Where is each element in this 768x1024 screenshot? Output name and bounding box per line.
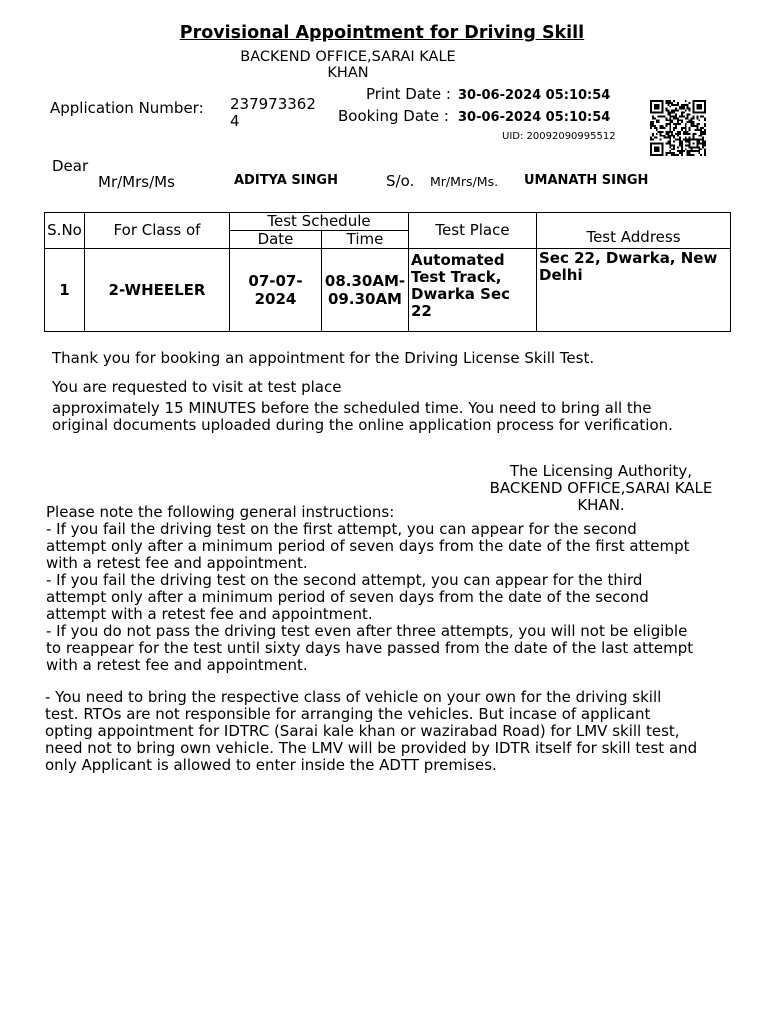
cell-sno: 1 xyxy=(45,249,85,332)
cell-class: 2-WHEELER xyxy=(85,249,230,332)
cell-place: Automated Test Track, Dwarka Sec 22 xyxy=(409,249,537,332)
header-test-place: Test Place xyxy=(409,213,537,249)
application-number-label: Application Number: xyxy=(50,99,204,117)
vehicle-note: - You need to bring the respective class of vehicle on your own for the driving skill test. RTOs are not responsible for arranging the vehicles. But incase of applicant opting appointment for IDTRC (Sarai kale khan or wazirabad Road) for LMV skill test, need not to bring own vehicle. The LMV will be provided by IDTR itself for skill test and only Applicant is allowed to enter inside the ADTT premises. xyxy=(45,688,698,774)
print-date-value: 30-06-2024 05:10:54 xyxy=(458,88,611,103)
header-date: Date xyxy=(230,231,322,249)
header-class: For Class of xyxy=(85,213,230,249)
office-header xyxy=(228,49,468,81)
authority-line-3: KHAN. xyxy=(577,496,625,514)
table-row xyxy=(45,249,731,332)
cell-address: Sec 22, Dwarka, New Delhi xyxy=(537,249,731,332)
uid-text: UID: 20092090995512 xyxy=(502,131,616,142)
salutation-label: Mr/Mrs/Ms xyxy=(98,173,175,191)
table-header-row xyxy=(45,213,731,231)
instruction-item-2: - If you fail the driving test on the second attempt, you can appear for the third attempt only after a minimum period of seven days from the date of the second attempt with a retest fee and appointment. xyxy=(46,571,649,623)
instructions-heading: Please note the following general instructions: xyxy=(46,503,395,521)
visit-text-1: You are requested to visit at test place xyxy=(52,378,342,396)
son-of-label: S/o. xyxy=(386,172,415,190)
office-line-2: KHAN xyxy=(327,65,369,81)
application-number-line-1: 237973362 xyxy=(230,95,316,113)
booking-date-value: 30-06-2024 05:10:54 xyxy=(458,110,611,125)
header-time: Time xyxy=(322,231,409,249)
print-date-label: Print Date : xyxy=(366,85,451,103)
authority-line-1: The Licensing Authority, xyxy=(509,462,693,480)
thank-you-text: Thank you for booking an appointment for the Driving License Skill Test. xyxy=(52,349,595,367)
parent-name: UMANATH SINGH xyxy=(524,173,649,188)
instruction-item-3: - If you do not pass the driving test even after three attempts, you will not be eligible to reappear for the test until sixty days have passed from the date of the last attempt with a retest fee and appointment. xyxy=(46,622,694,674)
cell-date: 07-07-2024 xyxy=(230,249,322,332)
parent-salutation: Mr/Mrs/Ms. xyxy=(430,174,499,189)
booking-date-label: Booking Date : xyxy=(338,107,449,125)
visit-text-2: approximately 15 MINUTES before the scheduled time. You need to bring all the original documents uploaded during the online application process for verification. xyxy=(52,399,673,434)
page-title: Provisional Appointment for Driving Skill xyxy=(179,23,585,43)
schedule-table xyxy=(44,212,731,332)
header-test-schedule: Test Schedule xyxy=(230,213,409,231)
office-line-1: BACKEND OFFICE,SARAI KALE xyxy=(240,49,456,65)
instruction-item-1: - If you fail the driving test on the first attempt, you can appear for the second attempt only after a minimum period of seven days from the date of the first attempt with a retest fee and appointment. xyxy=(46,520,690,572)
header-test-address: Test Address xyxy=(537,213,731,249)
application-number-value xyxy=(230,96,316,130)
dear-label: Dear xyxy=(52,157,89,175)
application-number-line-2: 4 xyxy=(230,112,240,130)
applicant-name: ADITYA SINGH xyxy=(234,173,338,188)
cell-time: 08.30AM-09.30AM xyxy=(322,249,409,332)
header-sno: S.No xyxy=(45,213,85,249)
authority-line-2: BACKEND OFFICE,SARAI KALE xyxy=(489,479,713,497)
qr-code xyxy=(648,100,708,156)
